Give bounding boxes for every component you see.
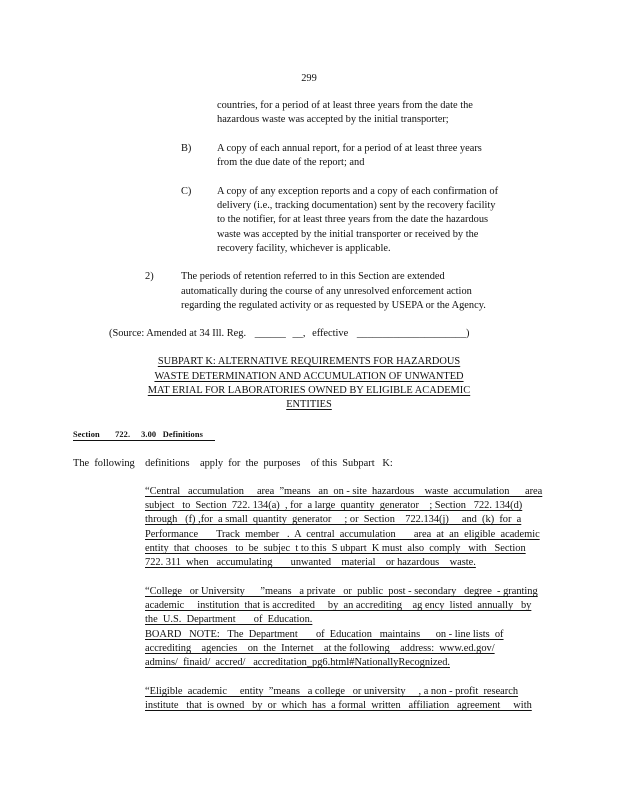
item-c-text-line: recovery facility, whichever is applicable. <box>217 243 391 254</box>
item-2-text-line: The periods of retention referred to in this Section are extended <box>181 271 445 282</box>
definition-central-accumulation-line: subject to Section 722. 134(a) , for a large quantity generator ; Section 722. 134(d) <box>145 500 523 511</box>
definition-college-university-line: the U.S. Department of Education. <box>145 614 313 625</box>
board-note-link[interactable]: admins/ finaid/ accred/ accreditation_pg6.html#NationallyRecognized. <box>145 657 450 668</box>
subpart-heading-line: ENTITIES <box>286 399 332 410</box>
definition-central-accumulation-line: “Central accumulation area ”means an on - site hazardous waste accumulation area <box>145 486 543 497</box>
subpart-heading-line: WASTE DETERMINATION AND ACCUMULATION OF UNWANTED <box>154 371 464 382</box>
item-b-marker: B) <box>181 143 192 154</box>
source-prefix: (Source: Amended at 34 Ill. Reg. <box>109 328 247 339</box>
definition-central-accumulation-line: Performance Track member . A central accumulation area at an eligible academic <box>145 529 540 540</box>
item-c-text-line: A copy of any exception reports and a copy of each confirmation of <box>217 186 499 197</box>
item-2-marker: 2) <box>145 271 154 282</box>
definition-eligible-academic-entity-line: “Eligible academic entity ”means a college or university , a non - profit research <box>145 686 519 697</box>
item-2-text-line: automatically during the course of any unresolved enforcement action <box>181 286 472 297</box>
source-effective-label: effective <box>312 328 349 339</box>
continued-text-line: hazardous waste was accepted by the initial transporter; <box>217 114 449 125</box>
definition-eligible-academic-entity-line: institute that is owned by or which has a formal written affiliation agreement with <box>145 700 532 711</box>
board-note-line: accrediting agencies on the Internet at the following address: www.ed.gov/ <box>145 643 495 654</box>
definition-central-accumulation-line: 722. 311 when accumulating unwanted material or hazardous waste. <box>145 557 476 568</box>
subpart-heading-line: SUBPART K: ALTERNATIVE REQUIREMENTS FOR HAZARDOUS <box>157 356 461 367</box>
subpart-heading-line: MAT ERIAL FOR LABORATORIES OWNED BY ELIGIBLE ACADEMIC <box>147 385 471 396</box>
item-2-text-line: regarding the regulated activity or as requested by USEPA or the Agency. <box>181 300 486 311</box>
item-c-text-line: to the notifier, for at least three years from the date the hazardous <box>217 214 489 225</box>
continued-text-line: countries, for a period of at least three years from the date the <box>217 100 473 111</box>
item-c-text-line: waste was accepted by the initial transporter or received by the <box>217 229 479 240</box>
section-heading: Section 722. 3.00 Definitions <box>73 430 203 439</box>
source-note <box>109 327 469 341</box>
page-number: 299 <box>301 73 317 84</box>
item-c-marker: C) <box>181 186 192 197</box>
definition-college-university-line: “College or University ”means a private or public post - secondary degree - granting <box>145 586 538 597</box>
source-blank-page: __, <box>292 328 306 339</box>
board-note-line: BOARD NOTE: The Department of Education maintains on - line lists of <box>145 629 504 640</box>
section-heading-underline <box>73 440 215 441</box>
source-blank-volume: ______ <box>254 328 286 339</box>
item-b-text-line: A copy of each annual report, for a period of at least three years <box>217 143 482 154</box>
source-blank-date: _____________________ <box>356 328 466 339</box>
item-b-text-line: from the due date of the report; and <box>217 157 365 168</box>
item-c-text-line: delivery (i.e., tracking documentation) sent by the recovery facility <box>217 200 496 211</box>
definitions-intro: The following definitions apply for the purposes of this Subpart K: <box>73 458 393 469</box>
definition-central-accumulation-line: through (f) ,for a small quantity generator ; or Section 722.134(j) and (k) for a <box>145 514 522 525</box>
source-suffix: ) <box>465 328 470 339</box>
definition-college-university-line: academic institution that is accredited by an accrediting ag ency listed annually by <box>145 600 532 611</box>
definition-central-accumulation-line: entity that chooses to be subjec t to this S ubpart K must also comply with Section <box>145 543 526 554</box>
